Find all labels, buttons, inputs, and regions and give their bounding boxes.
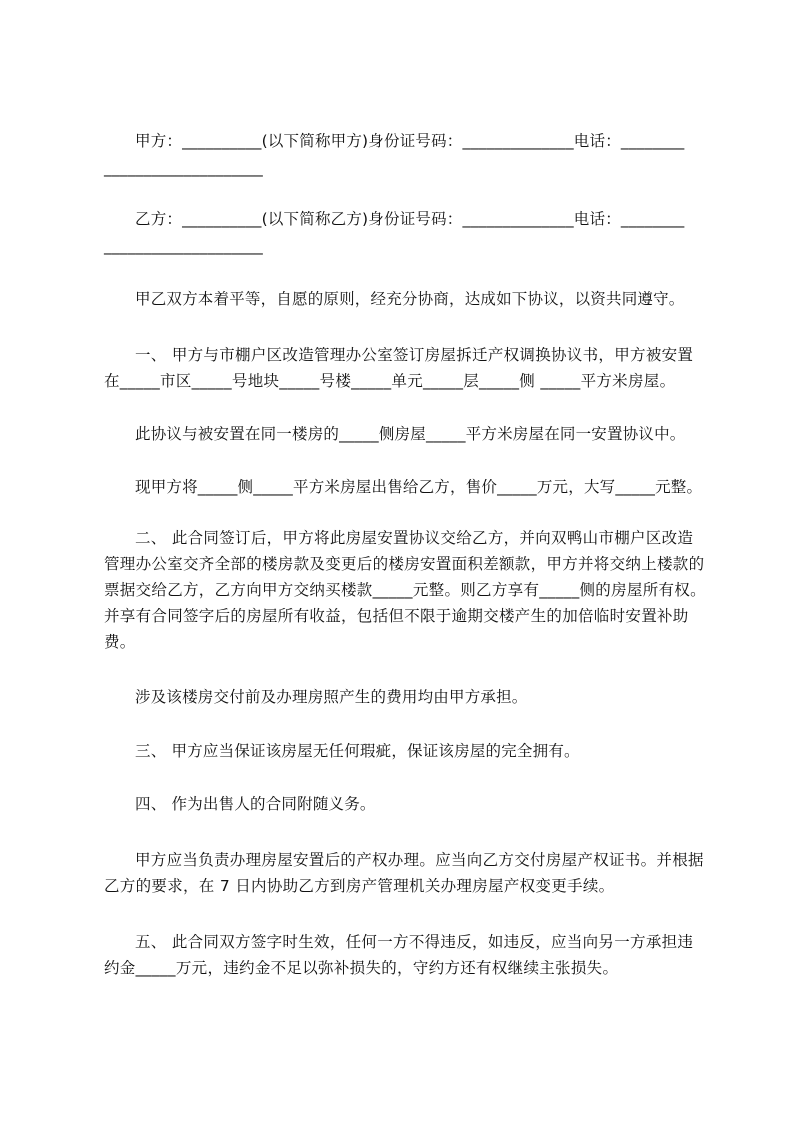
article-1-paragraph-2: 此协议与被安置在同一楼房的_____侧房屋_____平方米房屋在同一安置协议中。 <box>135 425 686 443</box>
preamble-paragraph: 甲乙双方本着平等，自愿的原则，经充分协商，达成如下协议，以资共同遵守。 <box>135 290 685 308</box>
party-b-line-1: 乙方：__________(以下简称乙方)身份证号码：______________电话：________ <box>135 210 685 228</box>
party-b-line-2: ____________________ <box>104 237 263 255</box>
article-3-paragraph: 三、 甲方应当保证该房屋无任何瑕疵，保证该房屋的完全拥有。 <box>135 742 580 760</box>
article-2-paragraph: 二、 此合同签订后，甲方将此房屋安置协议交给乙方，并向双鸭山市棚户区改造管理办公室交齐全部的楼房款及变更后的楼房安置面积差额款，甲方并将交纳上楼款的票据交给乙方，乙方向甲方交纳买楼款_____元整。则乙方享有_____侧的房屋所有权。并享有合同签字后的房屋所有收益，包括但不限于逾期交楼产生的加倍临时安置补助费。 <box>104 529 706 651</box>
article-1-paragraph-3: 现甲方将_____侧_____平方米房屋出售给乙方，售价_____万元，大写_____元整。 <box>135 478 703 496</box>
article-4-paragraph-2: 甲方应当负责办理房屋安置后的产权办理。应当向乙方交付房屋产权证书。并根据乙方的要求，在 7 日内协助乙方到房产管理机关办理房屋产权变更手续。 <box>104 851 704 895</box>
party-a-line-1: 甲方：__________(以下简称甲方)身份证号码：______________电话：________ <box>135 132 685 150</box>
article-2-paragraph-2: 涉及该楼房交付前及办理房照产生的费用均由甲方承担。 <box>135 688 528 706</box>
article-4-heading: 四、 作为出售人的合同附随义务。 <box>135 795 376 813</box>
article-1-paragraph: 一、 甲方与市棚户区改造管理办公室签订房屋拆迁产权调换协议书，甲方被安置在_____市区_____号地块_____号楼_____单元_____层_____侧 _____平方米房屋。 <box>104 346 694 390</box>
article-5-paragraph: 五、 此合同双方签字时生效，任何一方不得违反，如违反，应当向另一方承担违约金_____万元，违约金不足以弥补损失的，守约方还有权继续主张损失。 <box>104 933 694 977</box>
party-a-line-2: ____________________ <box>104 159 263 177</box>
